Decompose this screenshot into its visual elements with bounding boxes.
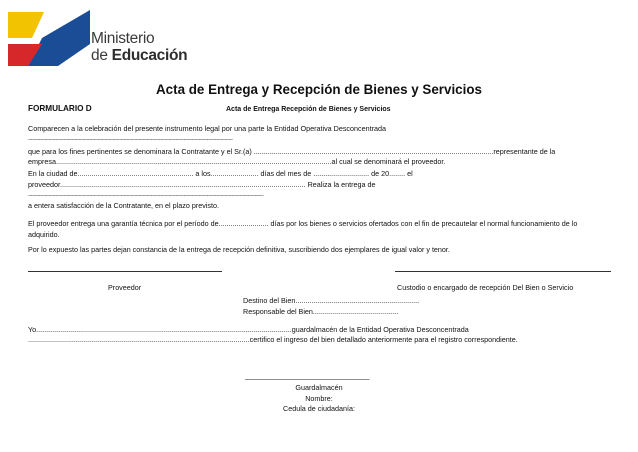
p1-line5: En la ciudad de.......................................................... a los........................ días del mes de ............................ de 20........ el — [28, 169, 413, 178]
logo-text-ministerio: Ministerio — [91, 30, 155, 47]
logo-yellow-shape — [8, 12, 44, 38]
p1-line3: que para los fines pertinentes se denominara la Contratante y el Sr.(a) ........................................................................................................................representante de la — [28, 147, 556, 156]
form-subtitle: Acta de Entrega Recepción de Bienes y Servicios — [226, 106, 391, 113]
p1-line8: a entera satisfacción de la Contratante, en el plazo previsto. — [28, 201, 219, 210]
p2-line2: adquirido. — [28, 230, 60, 239]
certification-line: ...............................................................................................................certifico el ingreso del bien detallado anteriormente para el registro correspondiente. — [28, 335, 518, 344]
warehouse-name-field: Nombre: — [305, 394, 333, 403]
page-title: Acta de Entrega y Recepción de Bienes y Servicios — [156, 82, 482, 97]
responsible-field: Responsable del Bien........................................... — [243, 307, 399, 316]
destination-field: Destino del Bien.............................................................. — [243, 296, 420, 305]
signature-line-custodian — [395, 271, 611, 272]
p1-line1: Comparecen a la celebración del presente instrumento legal por una parte la Entidad Operativa Desconcentrada — [28, 124, 386, 133]
signature-line-provider — [28, 271, 222, 272]
warehouse-id-field: Cedula de ciudadanía: — [283, 404, 355, 413]
p1-line6: proveedor........................................................................................................................... Realiza la entrega de — [28, 180, 376, 189]
logo-text-educacion: de Educación — [91, 47, 188, 64]
sig-provider-label: Proveedor — [108, 283, 142, 292]
warehouse-signature-line: ________________________________ — [245, 373, 370, 380]
yo-line: Yo................................................................................................................................guardalmacén de la Entidad Operativa Desconcentrada — [28, 325, 469, 334]
p3-text: Por lo expuesto las partes dejan constancia de la entrega de recepción definitiva, suscribiendo dos ejemplares de igual valor y tenor. — [28, 245, 450, 254]
p1-line2: ................................................................................................................................................................................................................................................................... — [28, 136, 233, 142]
p2-line1: El proveedor entrega una garantía técnica por el período de......................... días por los bienes o servicios ofertados con el fin de precautelar el normal funcionamiento de lo — [28, 219, 578, 228]
sig-custodian-label: Custodio o encargado de recepción Del Bien o Servicio — [397, 283, 574, 292]
p1-line4: empresa..........................................................................................................................................al cual se denominará el proveedor. — [28, 157, 446, 166]
form-label: FORMULARIO D — [28, 104, 92, 113]
warehouse-title: Guardalmacén — [295, 383, 343, 392]
p1-line7: .......................................................................................................................................................................................................................................................................................................... — [28, 192, 264, 198]
